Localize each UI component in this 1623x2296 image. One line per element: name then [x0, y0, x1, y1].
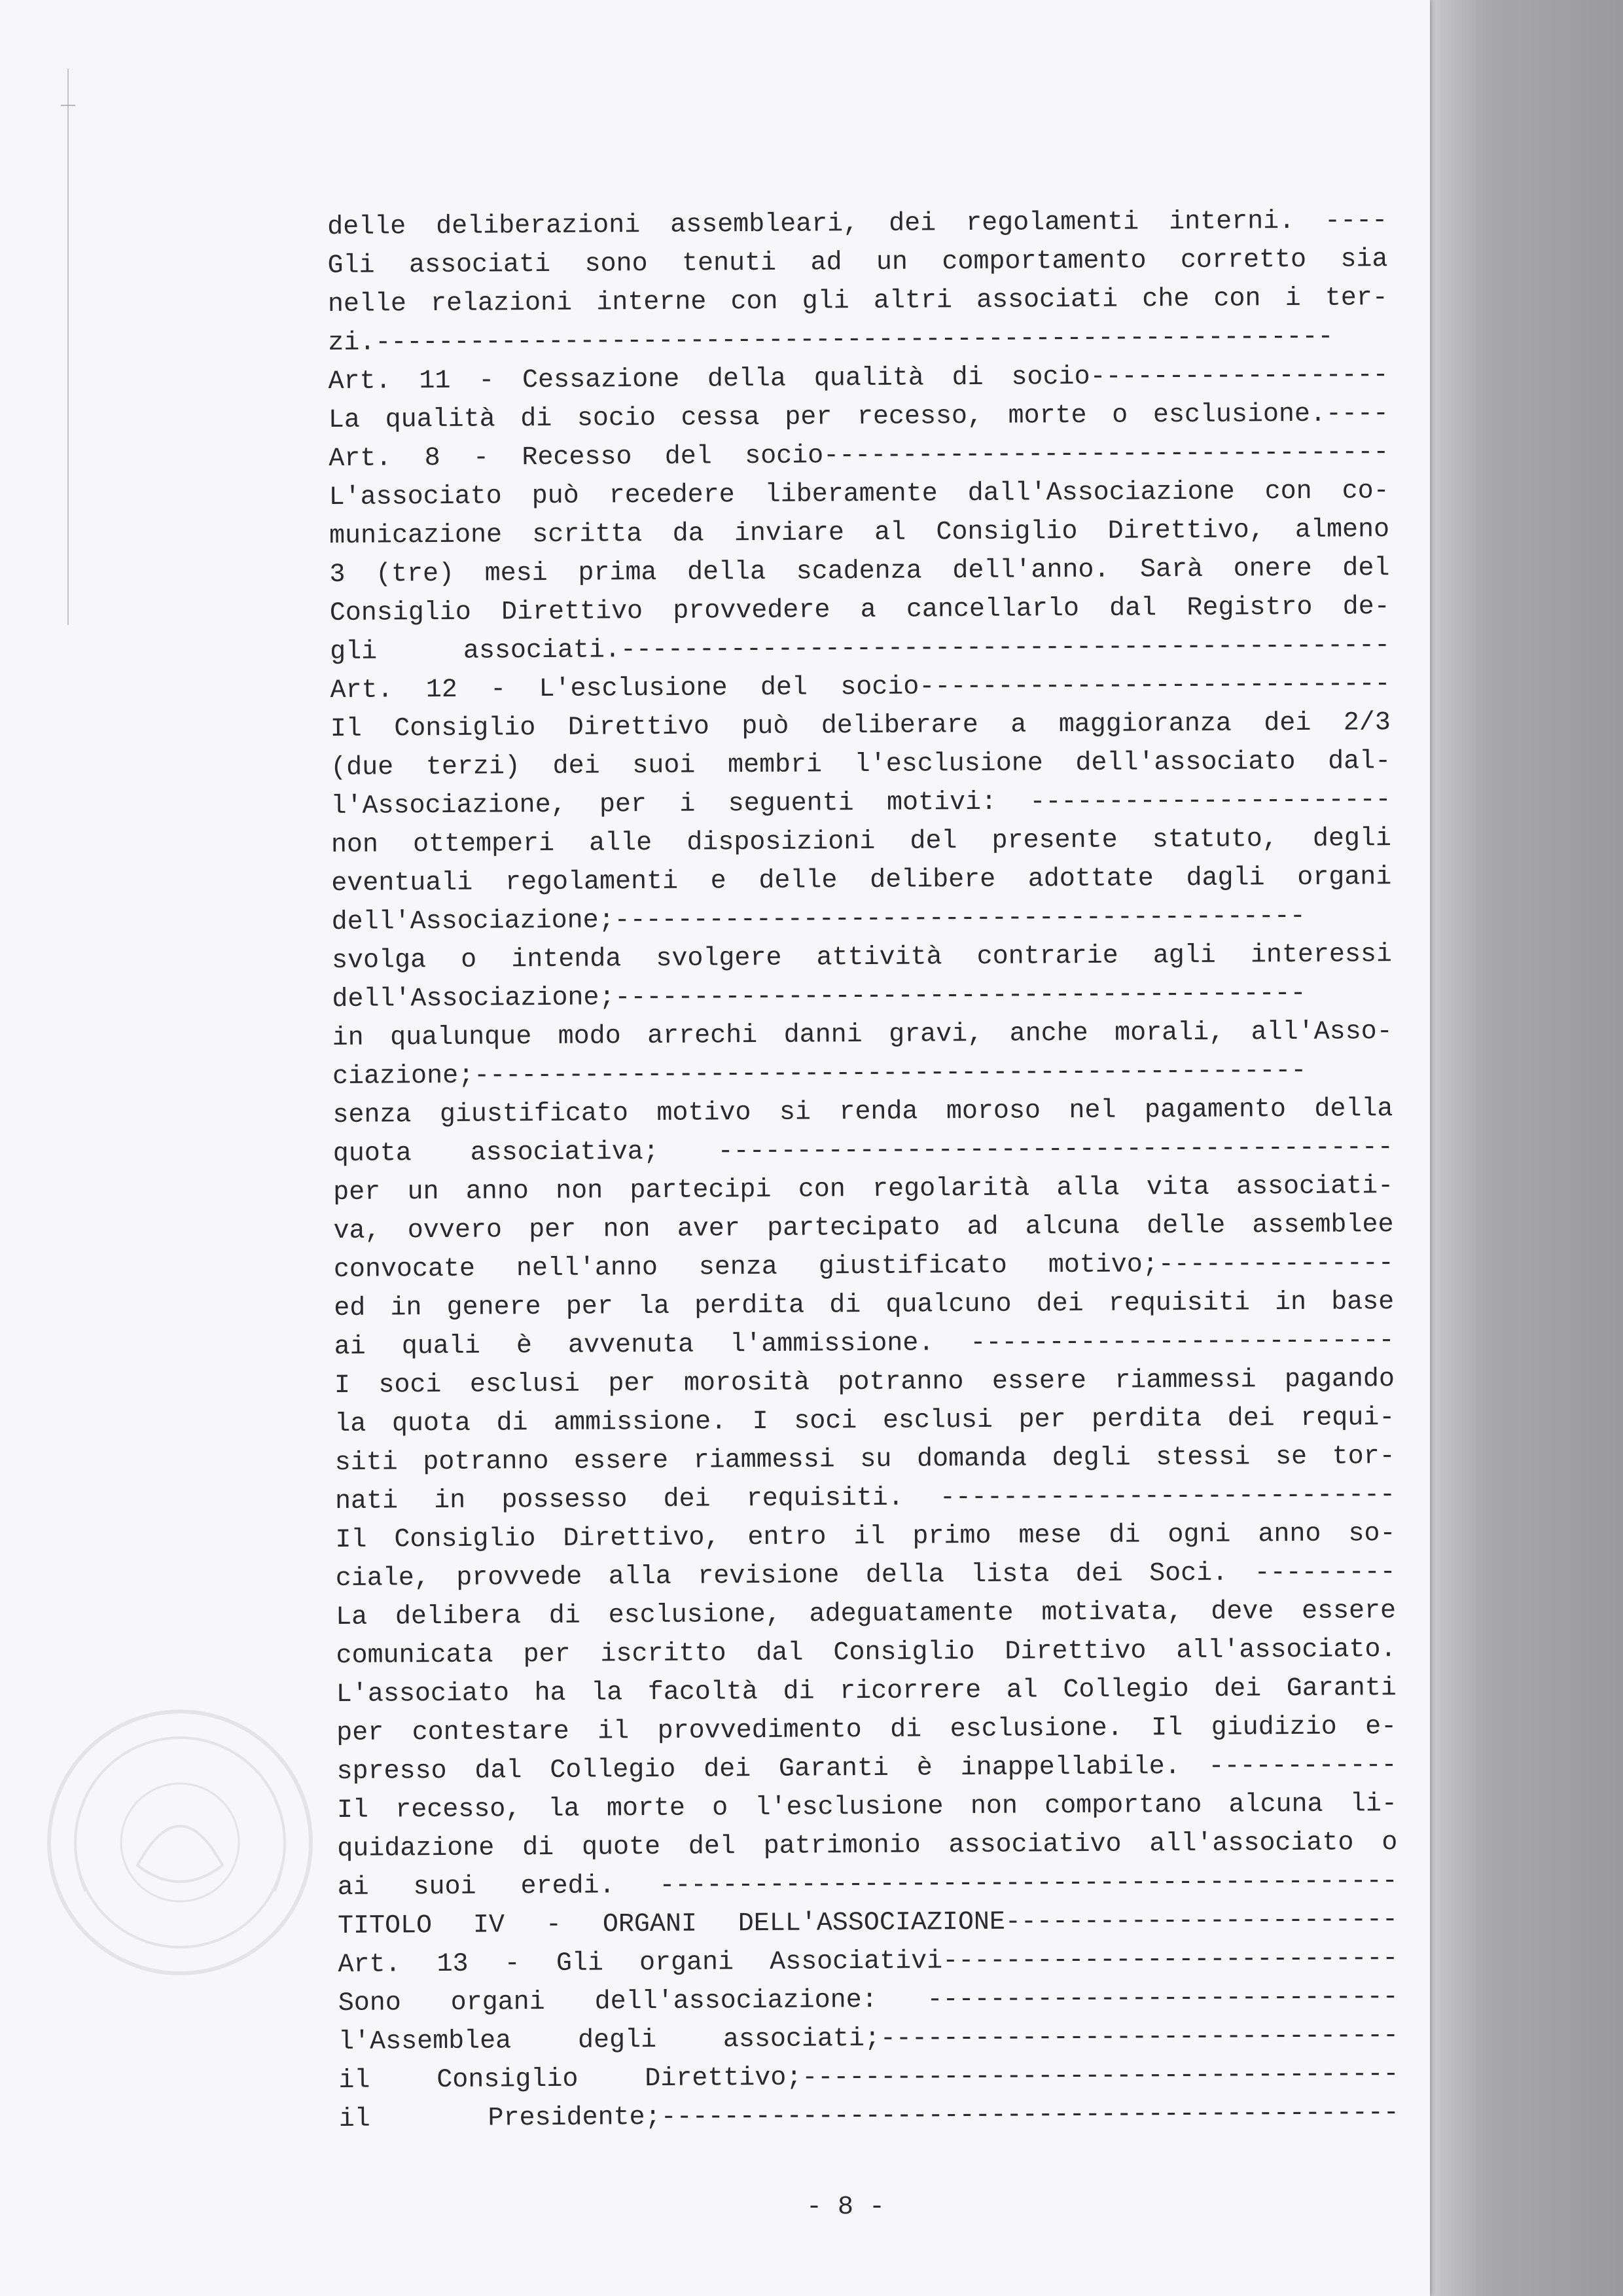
text-line: in qualunque modo arrechi danni gravi, anche morali, all'Asso-	[332, 1017, 1393, 1053]
text-line: Sono organi dell'associazione: ------------------------------	[338, 1982, 1399, 2018]
text-line: per contestare il provvedimento di esclusione. Il giudizio e-	[336, 1712, 1397, 1748]
text-line: ciazione;-----------------------------------------------------	[332, 1056, 1307, 1092]
title-iv-heading: TITOLO IV - ORGANI DELL'ASSOCIAZIONE-------------------------	[337, 1905, 1399, 1941]
text-line: ai suoi eredi. -----------------------------------------------	[337, 1867, 1398, 1903]
text-line: l'Assemblea degli associati;---------------------------------	[338, 2021, 1399, 2057]
faded-seal-stamp	[39, 1702, 321, 1983]
text-line: delle deliberazioni assembleari, dei regolamenti interni. ----	[327, 206, 1388, 242]
text-line: 3 (tre) mesi prima della scadenza dell'anno. Sarà onere del	[329, 554, 1390, 590]
article-13-heading: Art. 13 - Gli organi Associativi-----------------------------	[338, 1944, 1399, 1980]
text-line: L'associato ha la facoltà di ricorrere al Collegio dei Garanti	[336, 1674, 1397, 1710]
text-line: l'Associazione, per i seguenti motivi: -----------------------	[330, 785, 1391, 821]
text-line: nelle relazioni interne con gli altri associati che con i ter-	[327, 283, 1389, 319]
text-line: convocate nell'anno senza giustificato motivo;---------------	[333, 1249, 1395, 1285]
article-8-heading: Art. 8 - Recesso del socio------------------------------------	[329, 438, 1389, 474]
text-line: ciale, provvede alla revisione della lista dei Soci. ---------	[335, 1558, 1396, 1594]
text-line: La qualità di socio cessa per recesso, morte o esclusione.----	[328, 399, 1389, 435]
page-number: - 8 -	[806, 2193, 885, 2222]
text-line: per un anno non partecipi con regolarità alla vita associati-	[333, 1172, 1394, 1208]
text-line: Il Consiglio Direttivo, entro il primo mese di ogni anno so-	[335, 1519, 1396, 1555]
text-line: municazione scritta da inviare al Consiglio Direttivo, almeno	[329, 515, 1390, 551]
text-line: siti potranno essere riammessi su domanda degli stessi se tor-	[334, 1442, 1395, 1478]
text-line: zi.-------------------------------------------------------------	[328, 322, 1334, 358]
margin-mark	[67, 69, 69, 625]
text-line: il Consiglio Direttivo;--------------------------------------	[338, 2060, 1399, 2096]
margin-tick-mark	[61, 105, 75, 106]
text-line: Consiglio Direttivo provvedere a cancellarlo dal Registro de-	[329, 592, 1390, 628]
scanner-edge-shadow	[1430, 0, 1623, 2296]
text-line: La delibera di esclusione, adeguatamente motivata, deve essere	[336, 1596, 1397, 1632]
text-line: gli associati.-------------------------------------------------	[330, 631, 1391, 667]
text-line: ed in genere per la perdita di qualcuno dei requisiti in base	[334, 1287, 1395, 1323]
article-12-heading: Art. 12 - L'esclusione del socio------------------------------	[330, 670, 1391, 706]
text-line: I soci esclusi per morosità potranno essere riammessi pagando	[334, 1365, 1395, 1401]
text-line: quota associativa; -------------------------------------------	[332, 1133, 1393, 1169]
text-line: Il recesso, la morte o l'esclusione non comportano alcuna li-	[336, 1789, 1398, 1825]
text-line: dell'Associazione;--------------------------------------------	[332, 978, 1306, 1014]
text-line: senza giustificato motivo si renda moroso nel pagamento della	[332, 1094, 1393, 1130]
text-line: nati in possesso dei requisiti. -----------------------------	[334, 1480, 1396, 1516]
text-line: quidazione di quote del patrimonio associativo all'associato o	[337, 1828, 1398, 1864]
text-line: spresso dal Collegio dei Garanti è inappellabile. ------------	[336, 1751, 1397, 1787]
text-line: il Presidente;-----------------------------------------------	[338, 2098, 1399, 2134]
text-line: Gli associati sono tenuti ad un comportamento corretto sia	[327, 245, 1388, 281]
text-line: L'associato può recedere liberamente dall'Associazione con co-	[329, 476, 1389, 512]
text-line: ai quali è avvenuta l'ammissione. ---------------------------	[334, 1326, 1395, 1362]
statute-text-body	[327, 202, 1399, 2139]
text-line: eventuali regolamenti e delle delibere adottate dagli organi	[331, 863, 1392, 899]
text-line: svolga o intenda svolgere attività contrarie agli interessi	[331, 940, 1393, 976]
text-line: comunicata per iscritto dal Consiglio Direttivo all'associato.	[336, 1635, 1397, 1671]
text-line: Il Consiglio Direttivo può deliberare a maggioranza dei 2/3	[330, 708, 1391, 744]
text-line: (due terzi) dei suoi membri l'esclusione dell'associato dal-	[330, 747, 1391, 783]
text-line: non ottemperi alle disposizioni del presente statuto, degli	[330, 824, 1392, 860]
text-line: dell'Associazione;--------------------------------------------	[331, 901, 1306, 937]
article-11-heading: Art. 11 - Cessazione della qualità di socio-------------------	[328, 361, 1389, 397]
text-line: la quota di ammissione. I soci esclusi per perdita dei requi-	[334, 1403, 1395, 1439]
text-line: va, ovvero per non aver partecipato ad alcuna delle assemblee	[333, 1210, 1394, 1246]
